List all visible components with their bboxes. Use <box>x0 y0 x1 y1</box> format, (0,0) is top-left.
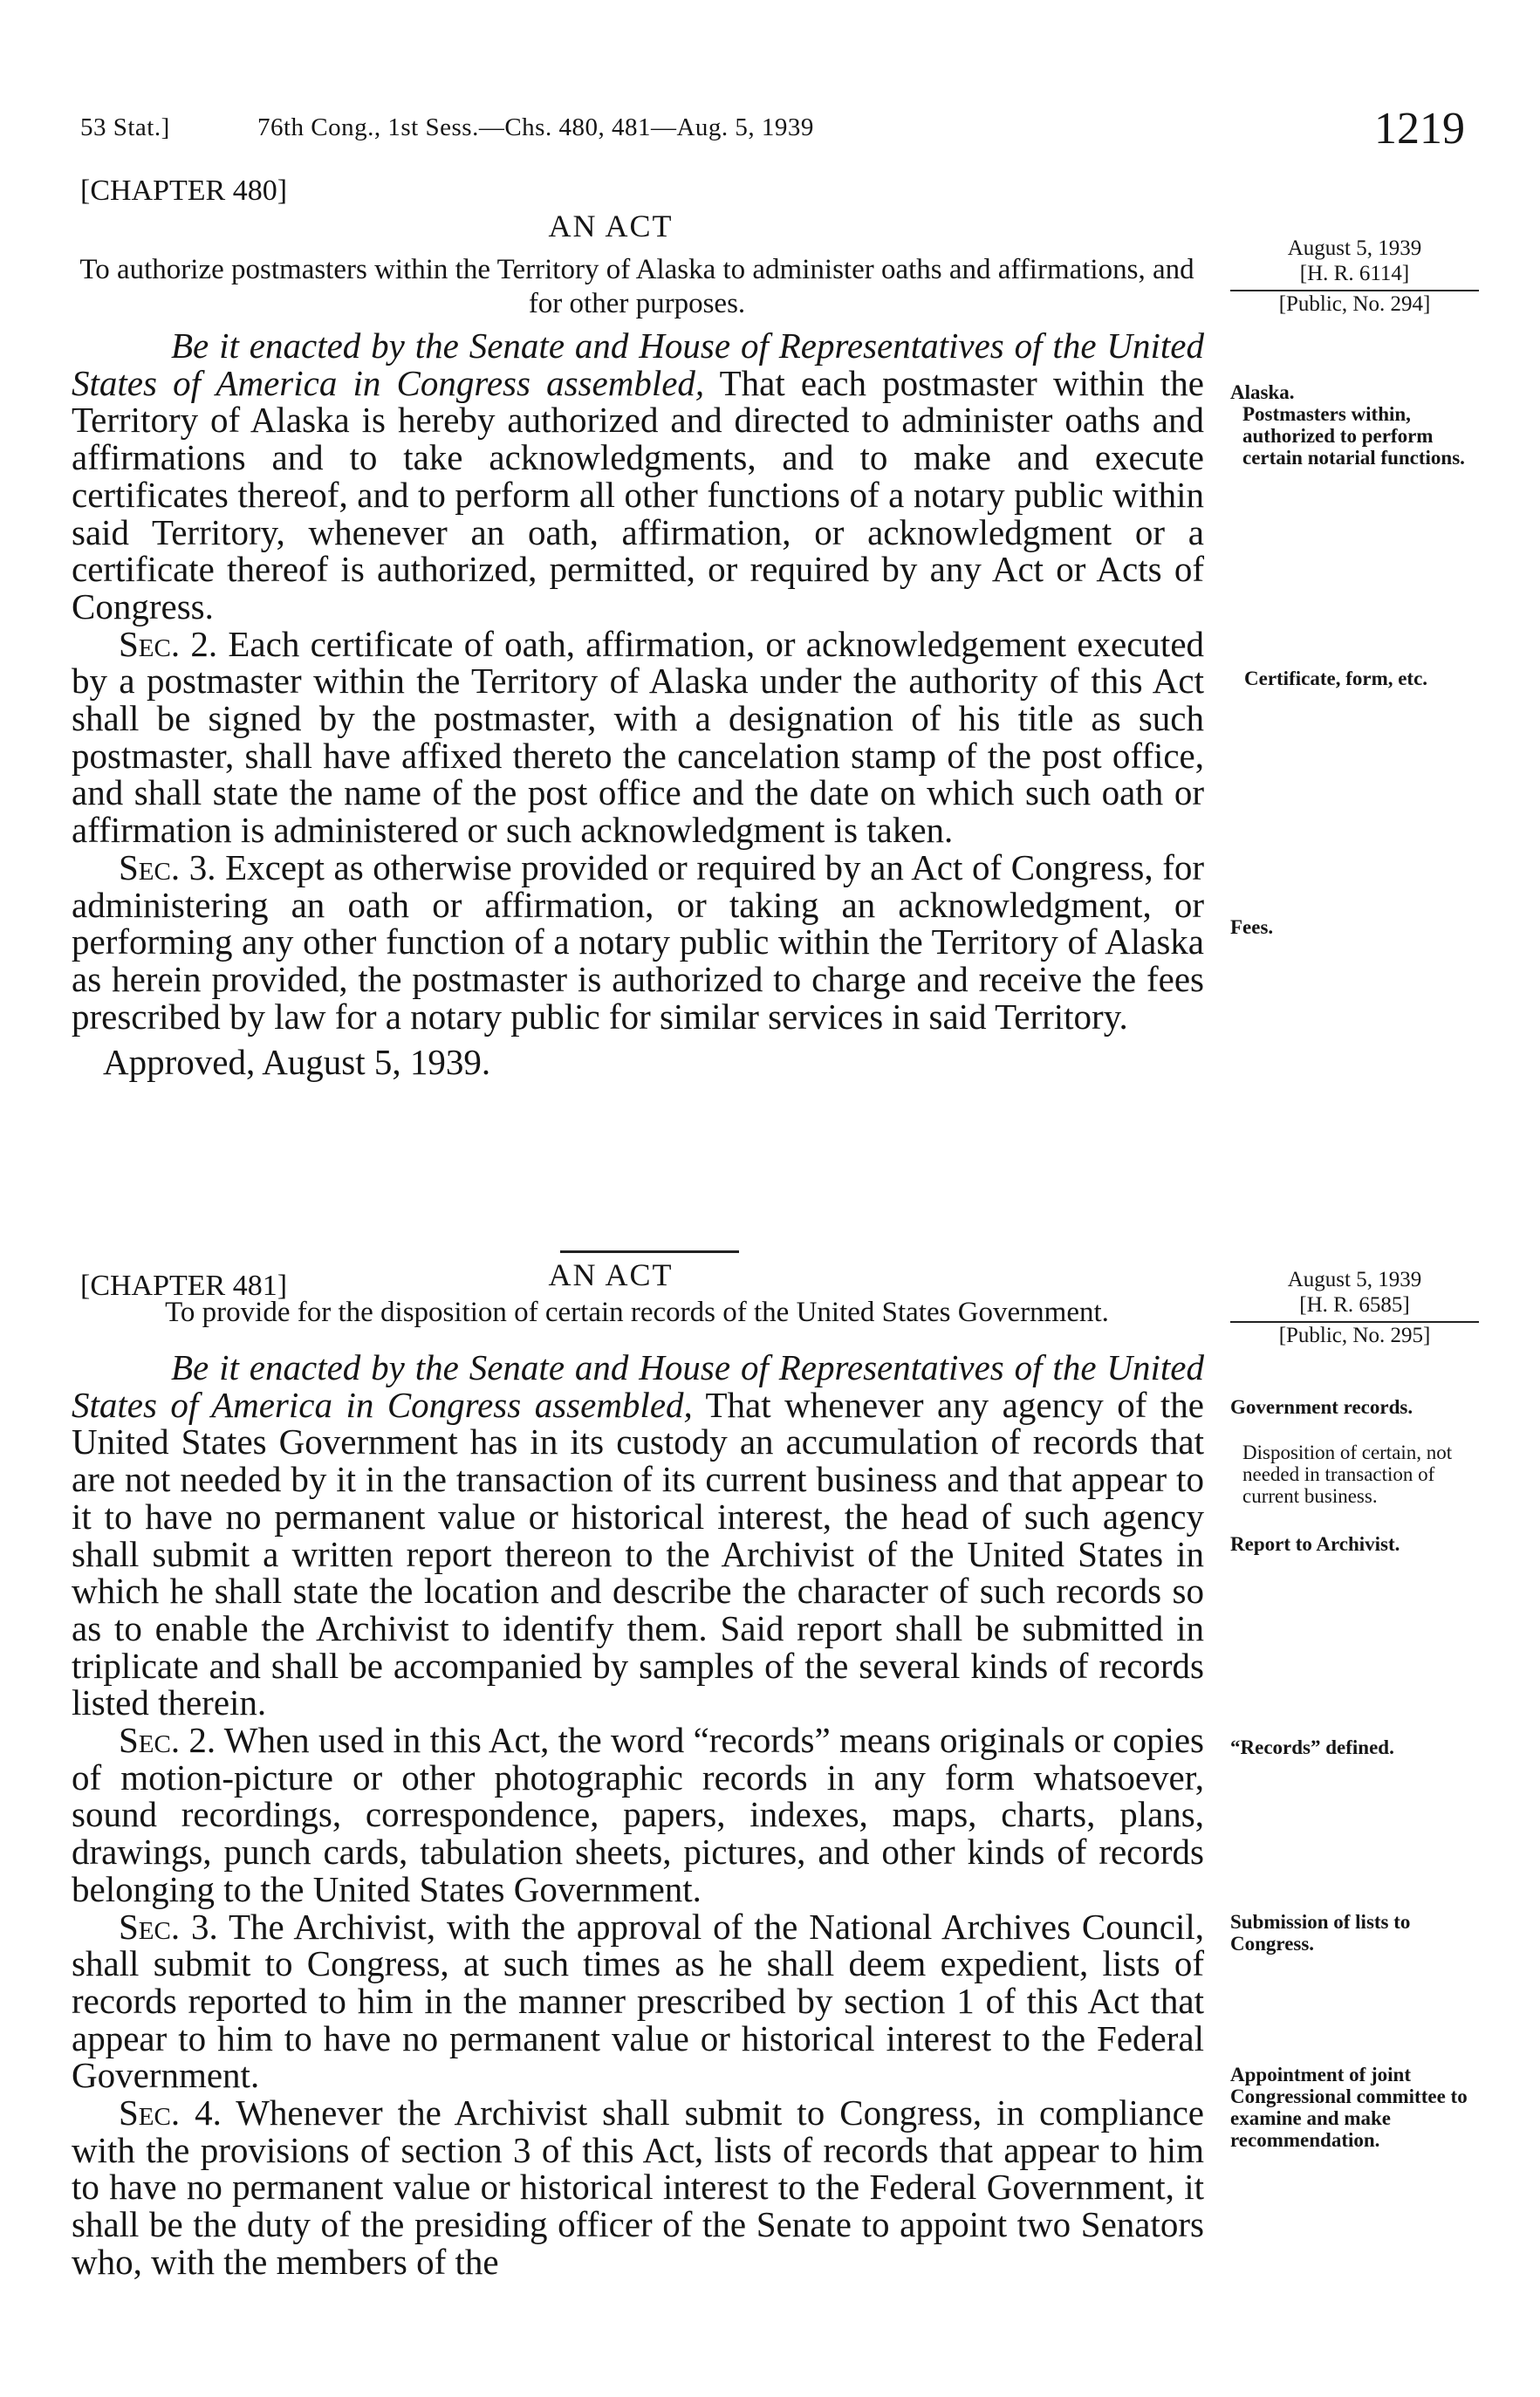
chapter-481-public-law: [Public, No. 295] <box>1278 1324 1431 1347</box>
chapter-481-label: [CHAPTER 481] <box>80 1270 288 1302</box>
page-number: 1219 <box>1374 104 1465 154</box>
note-certificate: Certificate, form, etc. <box>1244 668 1428 689</box>
chapter-480-bill: [H. R. 6114] <box>1230 261 1479 291</box>
volume-reference: 53 Stat.] <box>80 113 170 141</box>
note-report: Report to Archivist. <box>1230 1533 1400 1555</box>
note-records-defined: “Records” defined. <box>1230 1736 1394 1758</box>
chapter-481-sec2-text: When used in this Act, the word “records” means originals or copies of motion-picture or other photographic records in any form whatsoever, sound recordings, correspondence, papers, indexes, maps, charts, plans, drawings, punch cards, tabulation sheets, pictures, and other kinds of records belonging to the United States Government. <box>72 1720 1205 1909</box>
chapter-480-purpose: To authorize postmasters within the Territory of Alaska to administer oaths and affirmations, and for other purposes. <box>79 254 1194 319</box>
note-submission: Submission of lists to Congress. <box>1230 1911 1411 1955</box>
chapter-480-title: AN ACT <box>548 209 674 243</box>
chapter-481-citation <box>1230 1267 1479 1348</box>
note-appointment: Appointment of joint Congressional committee to examine and make recommendation. <box>1230 2064 1468 2151</box>
chapter-480-public-law: [Public, No. 294] <box>1278 292 1431 316</box>
chapter-481-section-2 <box>72 1722 1204 1908</box>
chapter-481-sec4-label: Sec. 4. <box>119 2092 222 2133</box>
chapter-481-section-4 <box>72 2094 1204 2281</box>
chapter-481-title: AN ACT <box>548 1257 674 1292</box>
chapter-481-sec1-text: That whenever any agency of the United States Government has in its custody an accumulation of records that are not needed by it in the transaction of its current business and that appear to it to have no permanent value or historical interest, the head of such agency shall submit a written report thereon to the Archivist of the United States in which he shall state the location and describe the character of such records so as to enable the Archivist to identify them. Said report shall be submitted in triplicate and shall be accompanied by samples of the several kinds of records listed therein. <box>72 1384 1204 1723</box>
note-alaska <box>1230 381 1483 469</box>
note-disposition: Disposition of certain, not needed in transaction of current business. <box>1242 1442 1453 1507</box>
chapter-481-section-3 <box>72 1908 1204 2095</box>
chapter-480-sec2-label: Sec. 2. <box>119 623 218 664</box>
chapter-481-purpose: To provide for the disposition of certain records of the United States Government. <box>165 1297 1109 1328</box>
chapter-481-bill: [H. R. 6585] <box>1230 1292 1479 1323</box>
chapter-481-date: August 5, 1939 <box>1287 1268 1422 1291</box>
chapter-480-citation <box>1230 236 1479 317</box>
chapter-481-sec4-text: Whenever the Archivist shall submit to Congress, in compliance with the provisions of section 3 of this Act, lists of records that appear to him to have no permanent value or historical interest to the Federal Government, it shall be the duty of the presiding officer of the Senate to appoint two Senators who, with the members of the <box>72 2092 1205 2282</box>
chapter-480-section-3 <box>72 846 1205 1037</box>
chapter-481-enacting-clause: Be it enacted by the Senate and House of Representatives of the United States of America in Congress assembled, <box>72 1347 1204 1425</box>
chapter-480-enacting-clause: Be it enacted by the Senate and House of Representatives of the United States of America in Congress assembled, <box>72 325 1204 403</box>
note-fees: Fees. <box>1230 916 1274 938</box>
chapter-481-sec3-text: The Archivist, with the approval of the National Archives Council, shall submit to Congress, at such times as he shall deem expedient, lists of records reported to him in the manner prescribed by section 1 of this Act that appear to him to have no permanent value or historical interest to the Federal Government. <box>72 1906 1205 2096</box>
chapter-480-sec3-text: Except as otherwise provided or required by an Act of Congress, for administering an oath or affirmation, or taking an acknowledgment, or performing any other function of a notary public within the Territory of Alaska as herein provided, the postmaster is authorized to charge and receive the fees prescribed by law for a notary public for similar services in said Territory. <box>72 846 1205 1037</box>
chapter-481-sec3-label: Sec. 3. <box>119 1906 218 1947</box>
chapter-481-section-1 <box>72 1349 1204 1722</box>
note-alaska-body: Postmasters within, authorized to perform certain notarial functions. <box>1242 403 1465 469</box>
chapter-480-body <box>72 327 1204 1081</box>
chapter-480-sec1-text: That each postmaster within the Territory of Alaska is hereby authorized and directed to administer oaths and affirmations and to take acknowledgments, and to make and execute certificates thereof, and to perform all other functions of a notary public within said Territory, whenever an oath, affirmation, or acknowledgment or a certificate thereof is authorized, permitted, or required by any Act or Acts of Congress. <box>72 362 1204 627</box>
chapter-481-body <box>72 1349 1204 2281</box>
chapter-480-date: August 5, 1939 <box>1287 236 1422 260</box>
chapter-480-sec3-label: Sec. 3. <box>119 846 216 887</box>
note-alaska-head: Alaska. <box>1230 381 1295 403</box>
chapter-divider <box>560 1250 739 1253</box>
chapter-481-sec2-label: Sec. 2. <box>119 1720 216 1761</box>
session-header: 76th Cong., 1st Sess.—Chs. 480, 481—Aug. 5, 1939 <box>257 113 814 141</box>
chapter-480-section-1 <box>72 327 1204 626</box>
note-government-records: Government records. <box>1230 1396 1413 1418</box>
chapter-480-label: [CHAPTER 480] <box>80 175 288 207</box>
chapter-480-section-2 <box>72 623 1205 851</box>
chapter-480-approved: Approved, August 5, 1939. <box>103 1042 491 1083</box>
chapter-480-sec2-text: Each certificate of oath, affirmation, or acknowledgement executed by a postmaster within the Territory of Alaska under the authority of this Act shall be signed by the postmaster, with a designation of his title as such postmaster, shall have affixed thereto the cancelation stamp of the post office, and shall state the name of the post office and the date on which such oath or affirmation is administered or such acknowledgment is taken. <box>72 623 1205 851</box>
